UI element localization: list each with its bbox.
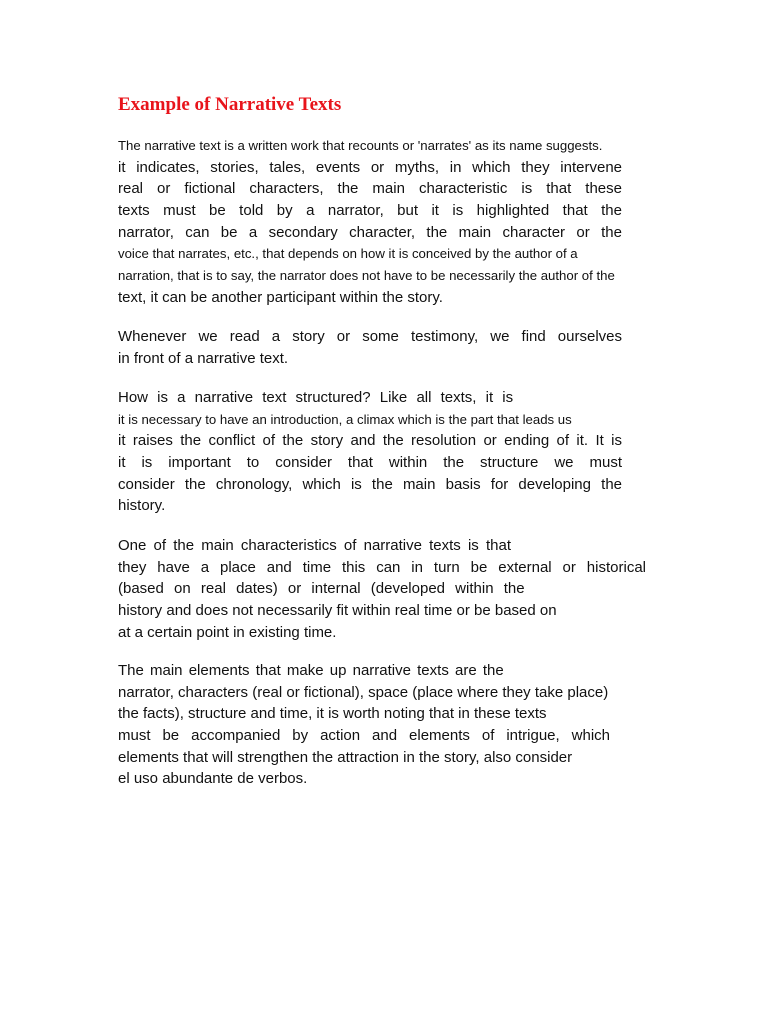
text-line: the facts), structure and time, it is worth noting that in these texts [118, 705, 547, 723]
text-line: it indicates, stories, tales, events or myths, in which they intervene [118, 158, 622, 176]
text-line: it is necessary to have an introduction, a climax which is the part that leads us [118, 411, 572, 427]
text-line: history. [118, 497, 166, 515]
text-line: narrator, can be a secondary character, the main character or the [118, 223, 622, 241]
text-line: How is a narrative text structured? Like all texts, it is [118, 389, 514, 406]
paragraph-1 [118, 135, 678, 309]
text-line: real or fictional characters, the main characteristic is that these [118, 180, 622, 198]
document-title: Example of Narrative Texts [118, 94, 342, 115]
text-line: consider the chronology, which is the main basis for developing the [118, 475, 622, 493]
text-line: they have a place and time this can in turn be external or historical [118, 558, 646, 576]
paragraph-5 [118, 660, 678, 790]
text-line: text, it can be another participant within the story. [118, 288, 443, 306]
text-line: narration, that is to say, the narrator does not have to be necessarily the author of the [118, 268, 615, 284]
text-line: history and does not necessarily fit within real time or be based on [118, 602, 557, 620]
text-line: must be accompanied by action and elements of intrigue, which [118, 727, 610, 745]
text-line: texts must be told by a narrator, but it is highlighted that the [118, 202, 622, 220]
text-line: One of the main characteristics of narrative texts is that [118, 537, 511, 554]
text-line: The narrative text is a written work that recounts or 'narrates' as its name suggests. [118, 138, 603, 153]
text-line: el uso abundante de verbos. [118, 770, 308, 788]
text-line: narrator, characters (real or fictional), space (place where they take place) [118, 683, 609, 701]
text-line: it raises the conflict of the story and the resolution or ending of it. It is [118, 432, 622, 450]
text-line: it is important to consider that within the structure we must [118, 454, 622, 472]
text-line: The main elements that make up narrative texts are the [118, 662, 504, 679]
paragraph-3 [118, 387, 678, 517]
text-line: (based on real dates) or internal (developed within the [118, 580, 525, 598]
text-line: voice that narrates, etc., that depends on how it is conceived by the author of a [118, 246, 578, 262]
text-line: elements that will strengthen the attraction in the story, also consider [118, 748, 573, 766]
text-line: at a certain point in existing time. [118, 623, 337, 641]
text-line: Whenever we read a story or some testimony, we find ourselves [118, 328, 622, 345]
paragraph-4 [118, 535, 678, 643]
paragraph-2 [118, 326, 678, 369]
text-line: in front of a narrative text. [118, 349, 289, 367]
